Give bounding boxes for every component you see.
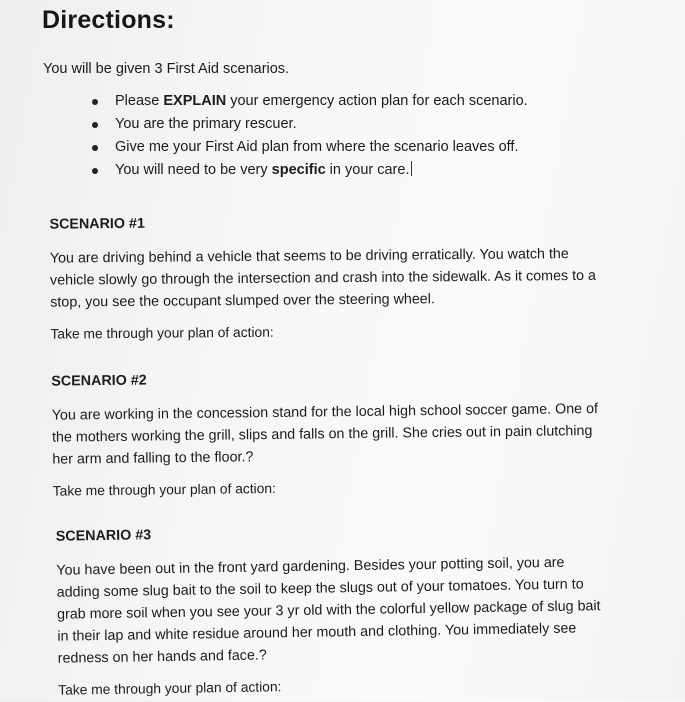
scenario-description: You are working in the concession stand for the local high school soccer game. One of the mothers working the grill, slips and falls on the grill. She cries out in pain clutching her arm and falling to the floor.? (51, 400, 599, 468)
list-item: You are the primary rescuer. (88, 113, 528, 136)
scenario-title: SCENARIO #1 (49, 215, 145, 233)
scenario-1 (49, 208, 650, 345)
directions-heading: Directions: (42, 6, 175, 34)
scenario-description: You are driving behind a vehicle that seems to be driving erratically. You watch the vehicle slowly go through the intersection and crash into the sidewalk. As it comes to a stop, you see the occupant slumped over the steering wheel. (49, 246, 597, 311)
scenario-description: You have been out in the front yard gardening. Besides your potting soil, you are adding some slug bait to the soil to keep the slugs out of your tomatoes. You turn to grab more soil when you see your 3 yr old with the colorful yellow package of slug bait in their lap and white residue around her mouth and clothing. You immediately see redness on her hands and face.? (56, 554, 601, 667)
text-cursor (411, 161, 412, 176)
scenario-title: SCENARIO #3 (55, 527, 152, 545)
scenario-2 (51, 363, 653, 502)
scenario-prompt: Take me through your plan of action: (58, 679, 282, 698)
intro-text: You will be given 3 First Aid scenarios. (43, 61, 290, 77)
scenario-3 (56, 516, 659, 701)
list-item: You will need to be very specific in your care. (88, 159, 528, 182)
scenario-title: SCENARIO #2 (51, 372, 147, 390)
list-item: Please EXPLAIN your emergency action plan for each scenario. (88, 90, 528, 113)
scenario-prompt: Take me through your plan of action: (52, 480, 276, 499)
scenario-prompt: Take me through your plan of action: (50, 324, 274, 342)
list-item: Give me your First Aid plan from where the scenario leaves off. (88, 136, 528, 159)
directions-list (88, 90, 528, 182)
